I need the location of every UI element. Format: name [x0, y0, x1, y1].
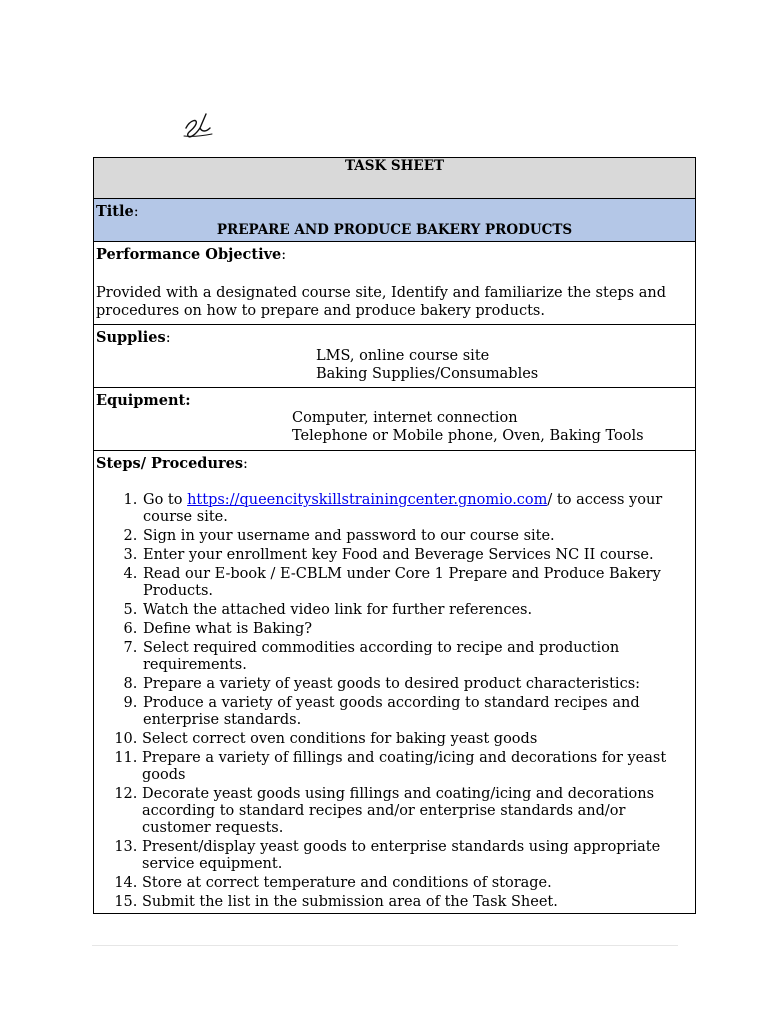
step-item: [142, 492, 693, 526]
equipment-row: [94, 388, 696, 451]
step-1-suffix: / to access your course site.: [143, 492, 663, 525]
equipment-label: Equipment:: [96, 392, 191, 409]
equipment-item: Telephone or Mobile phone, Oven, Baking Tools: [292, 428, 644, 444]
step-item: 9. Produce a variety of yeast goods according to standard recipes and enterprise standards.: [142, 695, 693, 729]
objective-label-line: [96, 242, 693, 264]
supplies-label: Supplies: [96, 329, 166, 346]
objective-label: Performance Objective: [96, 246, 282, 263]
footer-divider: [92, 945, 678, 946]
signature-mark: [180, 106, 216, 142]
step-item: 2. Sign in your username and password to our course site.: [142, 528, 693, 545]
steps-row: [94, 451, 696, 914]
steps-label: Steps/ Procedures: [96, 455, 244, 472]
step-item: 14. Store at correct temperature and conditions of storage.: [142, 875, 693, 892]
steps-colon: :: [243, 456, 248, 472]
header-row: [94, 158, 696, 199]
course-site-link[interactable]: https://queencityskillstrainingcenter.gnomio.com: [187, 492, 548, 508]
title-label: Title: [96, 203, 134, 220]
step-item: 4. Read our E-book / E-CBLM under Core 1 Prepare and Produce Bakery Products.: [142, 566, 693, 600]
equipment-list: [292, 409, 693, 445]
task-sheet-heading: TASK SHEET: [94, 158, 696, 199]
objective-colon: :: [281, 247, 287, 263]
step-item: 12. Decorate yeast goods using fillings and coating/icing and decorations according to standard recipes and/or enterprise standards and/or customer requests.: [142, 786, 693, 837]
step-item: 13. Present/display yeast goods to enterprise standards using appropriate service equipment.: [142, 839, 693, 873]
supplies-colon: :: [165, 330, 171, 346]
task-sheet-table: [93, 157, 696, 914]
step-item: 15. Submit the list in the submission area of the Task Sheet.: [142, 894, 693, 911]
step-item: 7. Select required commodities according to recipe and production requirements.: [142, 640, 693, 674]
step-1-prefix: Go to: [143, 492, 188, 508]
steps-list: [96, 492, 693, 911]
step-item: 5. Watch the attached video link for further references.: [142, 602, 693, 619]
supplies-row: [94, 325, 696, 388]
step-item: 11. Prepare a variety of fillings and coating/icing and decorations for yeast goods: [142, 750, 693, 784]
title-colon: :: [133, 204, 139, 220]
step-item: 10. Select correct oven conditions for baking yeast goods: [142, 731, 693, 748]
objective-text: Provided with a designated course site, Identify and familiarize the steps and procedures on how to prepare and produce bakery products.: [96, 285, 666, 319]
equipment-item: Computer, internet connection: [292, 410, 518, 426]
objective-row: [94, 242, 696, 325]
step-item: 3. Enter your enrollment key Food and Beverage Services NC II course.: [142, 547, 693, 564]
supplies-list: [316, 347, 693, 383]
supplies-label-line: [96, 325, 693, 347]
step-item: 8. Prepare a variety of yeast goods to desired product characteristics:: [142, 676, 693, 693]
steps-label-line: [96, 451, 693, 473]
step-item: 6. Define what is Baking?: [142, 621, 693, 638]
supplies-item: LMS, online course site: [316, 348, 490, 364]
title-value: PREPARE AND PRODUCE BAKERY PRODUCTS: [216, 222, 573, 238]
supplies-item: Baking Supplies/Consumables: [316, 366, 539, 382]
title-label-line: [96, 199, 693, 221]
title-row: [94, 199, 696, 242]
